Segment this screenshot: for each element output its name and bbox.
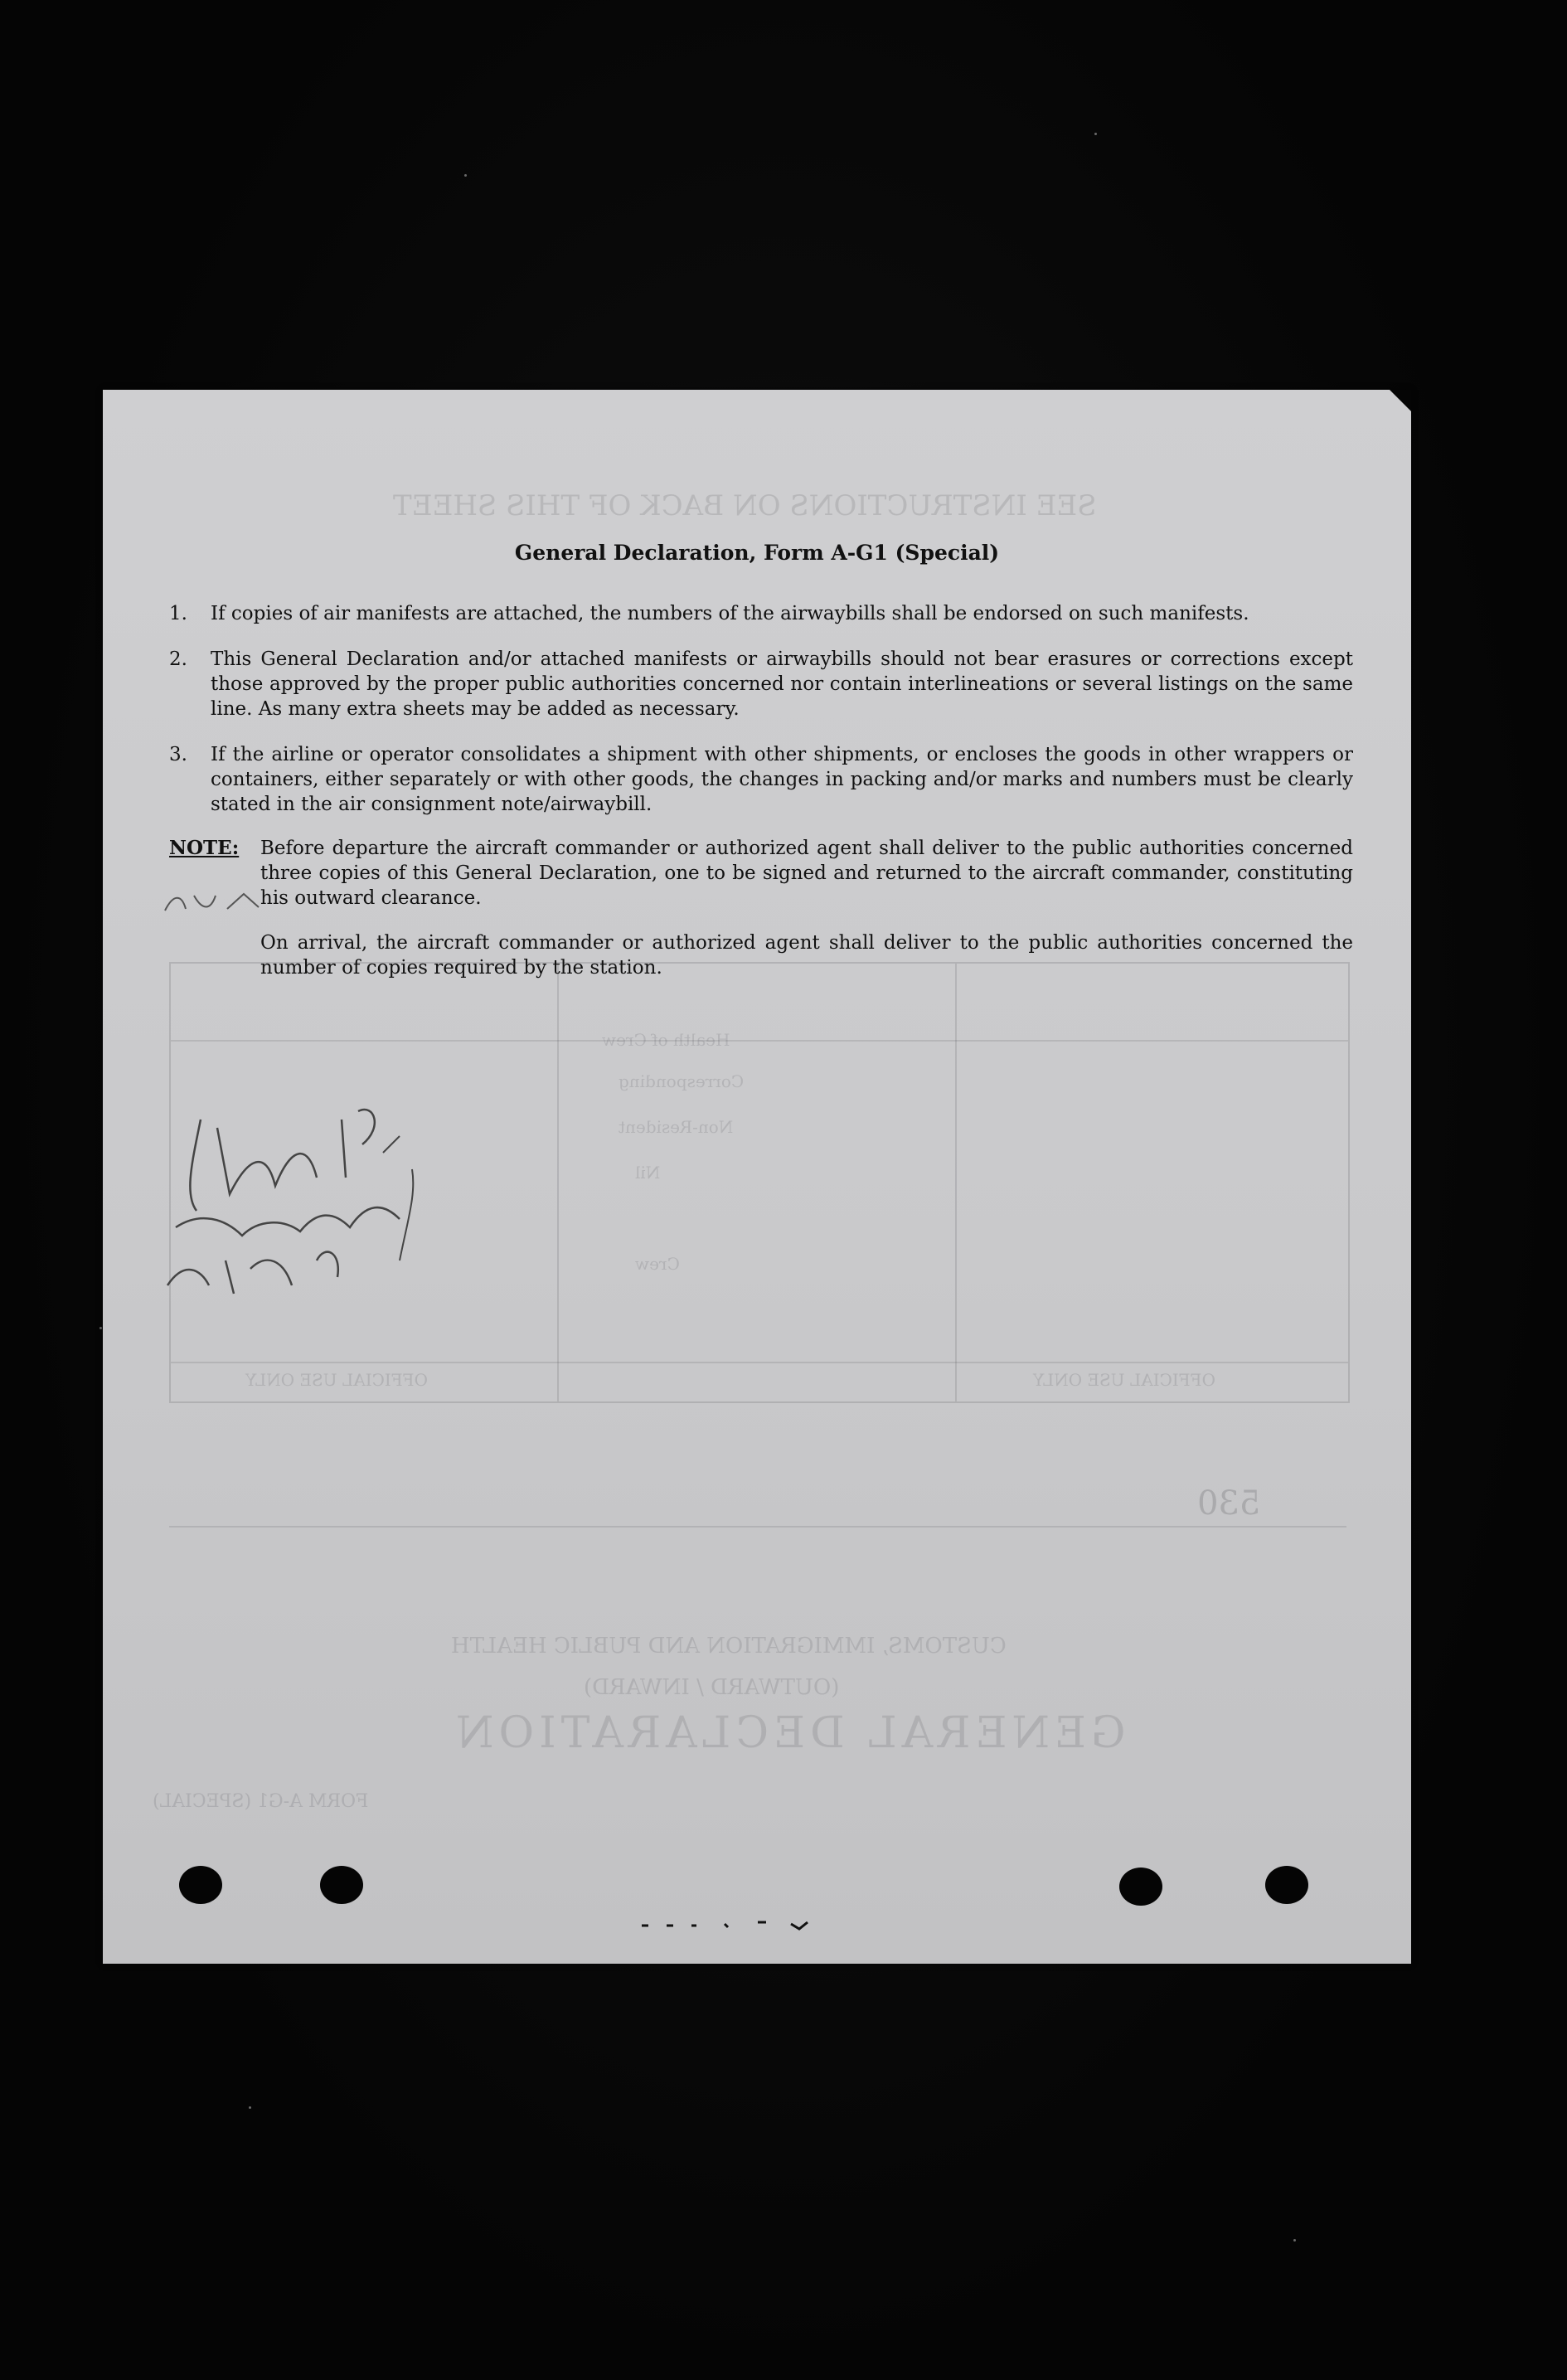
dust-speck [99, 1327, 102, 1329]
torn-corner [1390, 390, 1411, 411]
bleed-through-text: GENERAL DECLARATION [451, 1708, 1126, 1758]
document-page [103, 390, 1411, 1964]
bleed-through-text: Crew [635, 1254, 680, 1274]
handwritten-mark [161, 886, 277, 919]
item-number: 1. [169, 603, 187, 624]
handwritten-signature [151, 1095, 433, 1319]
note-label: NOTE: [169, 837, 240, 859]
note-paragraph-2: On arrival, the aircraft commander or authorized agent shall deliver to the public authorities concerned the number of copies required by the station. [260, 932, 1353, 979]
bleed-through-text: (OUTWARD / INWARD) [584, 1675, 840, 1700]
punch-hole [1119, 1868, 1162, 1906]
bleed-through-number: 530 [1197, 1484, 1261, 1523]
dust-speck [1293, 2239, 1296, 2242]
bleed-through-rule [955, 964, 957, 1401]
item-text: This General Declaration and/or attached manifests or airwaybills should not bear erasures or corrections except those approved by the proper public authorities concerned nor contain interlineations or several listings on the same line. As many extra sheets may be added as necessary. [211, 648, 1353, 720]
bleed-through-text: OFFICIAL USE ONLY [1033, 1370, 1215, 1390]
punch-hole [320, 1866, 363, 1904]
bleed-through-rule [171, 1362, 1348, 1363]
punch-hole [179, 1866, 222, 1904]
note-paragraph-1: Before departure the aircraft commander or authorized agent shall deliver to the public authorities concerned three copies of this General Declaration, one to be signed and returned to the aircraft commander, constituting his outward clearance. [260, 838, 1353, 909]
item-text: If the airline or operator consolidates a shipment with other shipments, or encloses the goods in other wrappers or containers, either separately or with other goods, the changes in packing and/or marks and numbers must be clearly stated in the air consignment note/airwaybill. [211, 744, 1353, 815]
bleed-through-heading: SEE INSTRUCTIONS ON BACK OF THIS SHEET [393, 489, 1097, 522]
bleed-through-rule [169, 1526, 1346, 1528]
bottom-marks [633, 1916, 832, 1932]
dust-speck [249, 2106, 251, 2109]
bleed-through-rule [171, 1040, 1348, 1042]
dust-speck [1094, 133, 1097, 135]
item-number: 2. [169, 648, 187, 670]
bleed-through-text: FORM A-G1 (SPECIAL) [153, 1791, 369, 1812]
item-number: 3. [169, 744, 187, 765]
dust-speck [464, 174, 467, 177]
bleed-through-text: OFFICIAL USE ONLY [245, 1370, 428, 1390]
bleed-through-text: Corresponding [619, 1071, 745, 1091]
punch-hole [1265, 1866, 1308, 1904]
item-text: If copies of air manifests are attached, the numbers of the airwaybills shall be endorsed on such manifests. [211, 603, 1249, 624]
bleed-through-text: Health of Crew [602, 1030, 730, 1050]
bleed-through-text: CUSTOMS, IMMIGRATION AND PUBLIC HEALTH [451, 1634, 1007, 1659]
bleed-through-text: Nil [635, 1163, 661, 1183]
bleed-through-rule [557, 964, 559, 1401]
bleed-through-text: Non-Resident [619, 1117, 734, 1137]
form-title: General Declaration, Form A-G1 (Special) [514, 541, 1000, 565]
